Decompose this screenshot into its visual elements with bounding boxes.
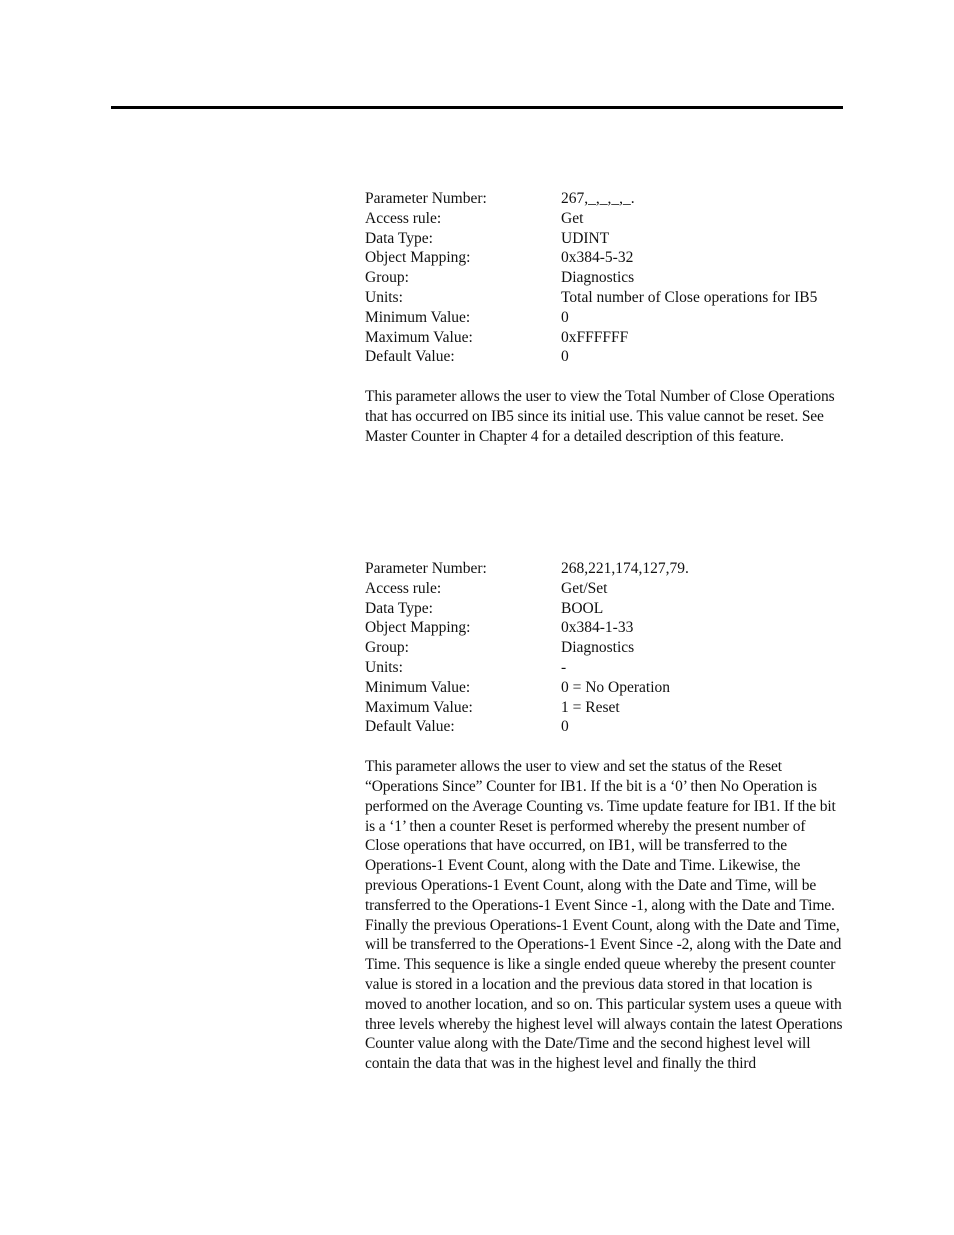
param-row-object-mapping <box>365 618 845 638</box>
param-label: Default Value: <box>365 348 455 366</box>
param-value: Diagnostics <box>561 269 635 287</box>
param-value: 268,221,174,127,79. <box>561 560 689 577</box>
param-label: Access rule: <box>365 209 442 227</box>
param-label: Data Type: <box>365 229 433 247</box>
param-label: Object Mapping: <box>365 249 471 267</box>
param-label: Default Value: <box>365 718 455 736</box>
param-value: - <box>561 658 567 676</box>
param-row-number <box>365 559 845 579</box>
param-row-maximum-value <box>365 698 845 718</box>
param-row-data-type <box>365 229 845 249</box>
param-label: Minimum Value: <box>365 678 471 696</box>
param-value: 1 = Reset <box>561 698 620 716</box>
param-value: 0 <box>561 308 569 326</box>
param-row-access-rule <box>365 209 845 229</box>
param-row-units <box>365 288 845 308</box>
param-row-default-value <box>365 717 845 737</box>
param-label: Group: <box>365 639 409 657</box>
param-row-object-mapping <box>365 248 845 268</box>
param-value: Get/Set <box>561 579 608 597</box>
parameter-table <box>365 189 845 367</box>
param-label: Maximum Value: <box>365 698 473 716</box>
param-value: Total number of Close operations for IB5 <box>561 288 818 306</box>
param-label: Units: <box>365 288 403 306</box>
param-label: Access rule: <box>365 579 442 597</box>
param-label: Data Type: <box>365 599 433 617</box>
parameter-block-268 <box>365 559 845 1089</box>
param-row-data-type <box>365 599 845 619</box>
parameter-table <box>365 559 845 737</box>
param-value: Get <box>561 209 584 227</box>
param-label: Object Mapping: <box>365 619 471 637</box>
param-row-maximum-value <box>365 328 845 348</box>
param-value: 0 = No Operation <box>561 678 671 696</box>
param-row-number <box>365 189 845 209</box>
param-label: Minimum Value: <box>365 308 471 326</box>
param-row-group <box>365 268 845 288</box>
param-value: BOOL <box>561 599 604 617</box>
param-value: 0xFFFFFF <box>561 328 629 346</box>
param-label: Parameter Number: <box>365 560 487 577</box>
param-value: 0 <box>561 348 569 366</box>
parameter-description: This parameter allows the user to view the Total Number of Close Operations that has occurred on IB5 since its initial use. This value cannot be reset. See Master Counter in Chapter 4 for a detailed description of this feature. <box>365 388 835 445</box>
param-row-minimum-value <box>365 308 845 328</box>
param-row-units <box>365 658 845 678</box>
param-value: UDINT <box>561 229 610 247</box>
param-label: Group: <box>365 269 409 287</box>
parameter-block-267 <box>365 189 845 462</box>
param-value: 0x384-1-33 <box>561 619 634 637</box>
param-row-access-rule <box>365 579 845 599</box>
param-value: 267,_,_,_,_. <box>561 190 635 207</box>
param-label: Units: <box>365 658 403 676</box>
param-value: Diagnostics <box>561 639 635 657</box>
param-label: Maximum Value: <box>365 328 473 346</box>
param-row-default-value <box>365 347 845 367</box>
parameter-description: This parameter allows the user to view and set the status of the Reset “Operations Since” Counter for IB1. If the bit is a ‘0’ then No Operation is performed on the Average Counting vs. Time update feature for IB1. If the bit is a ‘1’ then a counter Reset is performed whereby the present number of Close operations that have occurred, on IB1, will be transferred to the Operations-1 Event Count, along with the Date and Time. Likewise, the previous Operations-1 Event Count, along with the Date and Time, will be transferred to the Operations-1 Event Since -1, along with the Date and Time. Finally the previous Operations-1 Event Count, along with the Date and Time, will be transferred to the Operations-1 Event Since -2, along with the Date and Time. This sequence is like a single ended queue whereby the present counter value is stored in a location and the previous data stored in that location is moved to another location, and so on. This particular system uses a queue with three levels whereby the highest level will always contain the latest Operations Counter value along with the Date/Time and the second highest level will contain the data that was in the highest level and finally the third <box>365 758 843 1073</box>
param-value: 0x384-5-32 <box>561 249 634 267</box>
header-rule <box>111 106 843 109</box>
param-row-minimum-value <box>365 678 845 698</box>
param-value: 0 <box>561 718 569 736</box>
param-label: Parameter Number: <box>365 190 487 207</box>
param-row-group <box>365 638 845 658</box>
